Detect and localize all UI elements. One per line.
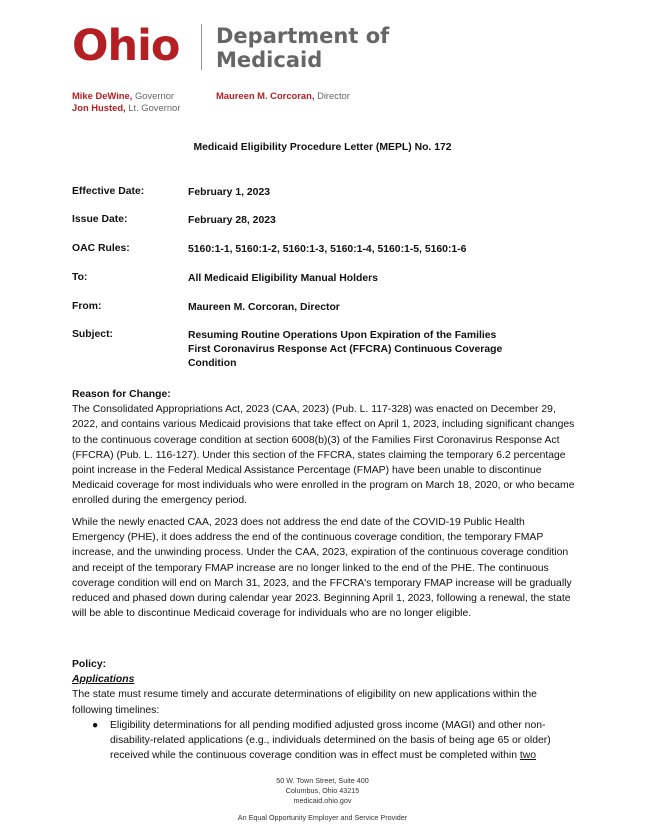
footer-address: 50 W. Town Street, Suite 400 Columbus, Ohio 43215 medicaid.ohio.gov	[0, 776, 645, 806]
reason-heading: Reason for Change:	[72, 389, 171, 400]
bullet-icon: ●	[92, 719, 99, 731]
reason-paragraph-2-block	[72, 515, 577, 621]
bullet-text: Eligibility determinations for all pending modified adjusted gross income (MAGI) and other non-disability-related applications (e.g., individuals determined on the basis of being age 65 or older) received while the continuous coverage condition was in effect must be completed within	[110, 719, 551, 762]
letter-title: Medicaid Eligibility Procedure Letter (MEPL) No. 172	[193, 142, 452, 153]
policy-heading: Policy:	[72, 659, 107, 670]
list-item	[72, 718, 577, 764]
footer-eeo: An Equal Opportunity Employer and Service Provider	[237, 813, 408, 822]
reason-paragraph-2: While the newly enacted CAA, 2023 does not address the end date of the COVID-19 Public Health Emergency (PHE), it does address the end of the continuous coverage condition, the temporary FMAP increase, and the unwinding process. Under the CAA, 2023, expiration of the continuous coverage condition and receipt of the temporary FMAP increase are no longer linked to the end of the PHE. The continuous coverage condition will end on March 31, 2023, and the FFCRA's temporary FMAP increase will be gradually reduced and phased down during calendar year 2023. Beginning April 1, 2023, following a renewal, the state will be able to discontinue Medicaid coverage for individuals who are no longer eligible.	[72, 517, 572, 620]
letterhead-divider	[201, 24, 202, 70]
applications-subheading: Applications	[72, 674, 135, 686]
department-name: Department of Medicaid	[216, 24, 390, 72]
policy-intro: The state must resume timely and accurate determinations of eligibility on new applications within the following timelines:	[72, 689, 537, 716]
policy-section	[72, 657, 577, 763]
director-block: Maureen M. Corcoran, Director	[216, 90, 350, 101]
reason-section	[72, 387, 577, 509]
reason-paragraph-1: The Consolidated Appropriations Act, 2023 (CAA, 2023) (Pub. L. 117-328) was enacted on December 29, 2022, and contains various Medicaid provisions that take effect on April 1, 2023, including significant changes to the continuous coverage condition at section 6008(b)(3) of the Families First Coronavirus Response Act (FFCRA) (Pub. L. 116-127). Under this section of the FFCRA, states claiming the temporary 6.2 percentage point increase in the Federal Medical Assistance Percentage (FMAP) have been unable to discontinue Medicaid coverage for most individuals who were enrolled in the program on March 18, 2020, or who became enrolled during the emergency period.	[72, 404, 575, 507]
logo-wordmark: Ohio	[72, 21, 180, 71]
footer-website: medicaid.ohio.gov	[293, 796, 352, 805]
governor-block: Mike DeWine, Governor Jon Husted, Lt. Governor	[72, 90, 181, 113]
document-page: Ohio Department of Medicaid Mike DeWine, Governor Jon Husted, Lt. Governor Maureen M. Corcoran, Director Medicaid Eligibility Procedure Letter (MEPL) No. 172 Effective Date: February 1, 2023 Issue Date: February 28, 2023 OAC Rules: 5160:1-1, 5160:1-2, 5160:1-3, 5160:1-4, 5160:1-5, 5160:1-6 To: All Medicaid Eligibility Manual Holders From: Maureen M. Corcoran, Director Subject: Resuming Routine Operations Upon Expiration of the Families First Coronavirus Response Act (FFCRA) Continuous Coverage Condition Reason for Change: The Consolidated Appropriations Act, 2023 (CAA, 2023) (Pub. L. 117-328) was enacted on December 29, 2022, and contains various Medicaid provisions that take effect on April 1, 2023, including significant changes to the continuous coverage condition at section 6008(b)(3) of the Families First Coronavirus Response Act (FFCRA) (Pub. L. 116-127). Under this section of the FFCRA, states claiming the temporary 6.2 percentage point increase in the Federal Medical Assistance Percentage (FMAP) have been unable to discontinue Medicaid coverage for most individuals who were enrolled in the program on March 18, 2020, or who became enrolled during the emergency period. While the newly enacted CAA, 2023 does not address the end date of the COVID-19 Public Health Emergency (PHE), it does address the end of the continuous coverage condition, the temporary FMAP increase, and the unwinding process. Under the CAA, 2023, expiration of the continuous coverage condition and receipt of the temporary FMAP increase are no longer linked to the end of the PHE. The continuous coverage condition will end on March 31, 2023, and the FFCRA's temporary FMAP increase will be gradually reduced and phased down during calendar year 2023. Beginning April 1, 2023, following a renewal, the state will be able to discontinue Medicaid coverage for individuals who are no longer eligible. Policy: Applications The state must resume timely and accurate determinations of eligibility on new applications within the following timelines: ● Eligibility determinations for all pending modified adjusted gross income (MAGI) and other non-disability-related applications (e.g., individuals determined on the basis of being age 65 or older) received while the continuous coverage condition was in effect must be completed within two 50 W. Town Street, Suite 400 Columbus, Ohio 43215 medicaid.ohio.gov An Equal Opportunity Employer and Service Provider	[0, 0, 645, 837]
ohio-logo	[72, 22, 187, 70]
bullet-underlined-word: two	[519, 750, 537, 762]
